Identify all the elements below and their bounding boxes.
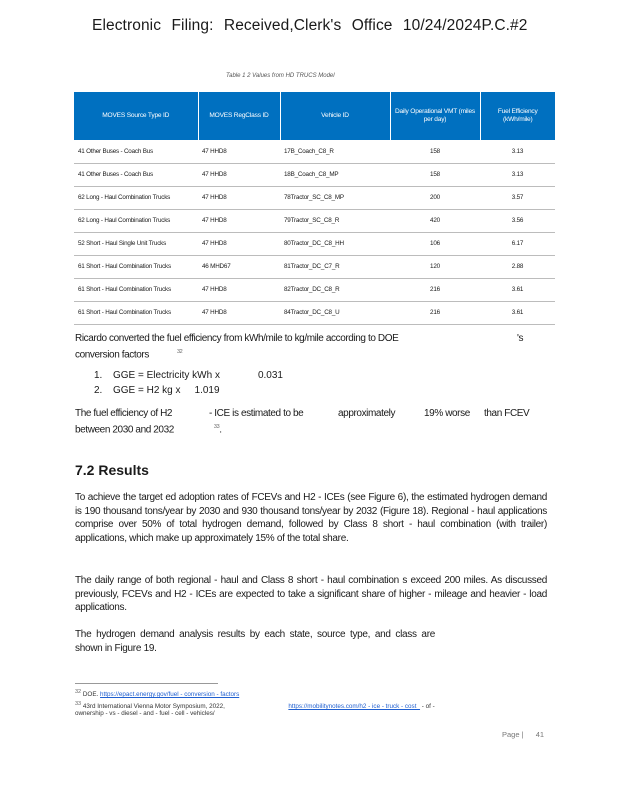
cell-source-type: 62 Long - Haul Combination Trucks (74, 209, 198, 232)
cell-regclass: 46 MHD67 (198, 255, 280, 278)
col-header-source-type: MOVES Source Type ID (74, 92, 198, 140)
footnote-link[interactable]: https://mobilitynotes.com/h2 - ice - truck - cost_ (288, 703, 420, 711)
footnote-tail: - of - (421, 703, 435, 711)
cell-daily-vmt: 216 (390, 278, 480, 301)
cell-source-type: 61 Short - Haul Combination Trucks (74, 255, 198, 278)
page-label: Page | (502, 730, 524, 739)
cell-vehicle-id: 78Tractor_SC_C8_MP (280, 186, 390, 209)
results-paragraph-2: The daily range of both regional - haul and Class 8 short - haul combination s exceed 200 miles. As discussed previously, FCEVs and H2 - ICEs are expected to take a significant share of higher - mileage and heavier - load applications. (75, 575, 547, 613)
footnote-label: 43rd International Vienna Motor Symposium, 2022, (82, 703, 225, 711)
cell-fuel-efficiency: 3.61 (480, 278, 555, 301)
cell-source-type: 61 Short - Haul Combination Trucks (74, 301, 198, 324)
values-table (74, 92, 555, 325)
table-row (74, 186, 555, 209)
footnote-number: 33 (75, 701, 82, 707)
list-text: GGE = H2 kg x (113, 385, 181, 396)
efficiency-line-2 (75, 421, 222, 436)
cell-daily-vmt: 158 (390, 163, 480, 186)
list-number: 2. (94, 385, 103, 396)
cell-regclass: 47 HHD8 (198, 163, 280, 186)
cell-fuel-efficiency: 3.61 (480, 301, 555, 324)
cell-vehicle-id: 82Tractor_DC_C8_R (280, 278, 390, 301)
footnote-divider (75, 683, 218, 684)
cell-regclass: 47 HHD8 (198, 301, 280, 324)
efficiency-text-e: than FCEV (484, 408, 530, 419)
conversion-text: Ricardo converted the fuel efficiency from kWh/mile to kg/mile according to DOE (75, 333, 399, 344)
cell-fuel-efficiency: 6.17 (480, 232, 555, 255)
cell-source-type: 52 Short - Haul Single Unit Trucks (74, 232, 198, 255)
conversion-apostrophe: 's (517, 333, 524, 344)
cell-daily-vmt: 420 (390, 209, 480, 232)
list-value: 0.031 (257, 370, 283, 381)
cell-fuel-efficiency: 2.88 (480, 255, 555, 278)
cell-vehicle-id: 84Tractor_DC_C8_U (280, 301, 390, 324)
efficiency-line-1 (75, 407, 172, 420)
cell-daily-vmt: 158 (390, 140, 480, 163)
col-header-daily-vmt: Daily Operational VMT (miles per day) (390, 92, 480, 140)
efficiency-years: between 2030 and 2032 (75, 424, 174, 436)
footnote-32 (75, 688, 239, 699)
conversion-factors-text: conversion factors (75, 349, 149, 361)
cell-fuel-efficiency: 3.13 (480, 140, 555, 163)
cell-fuel-efficiency: 3.13 (480, 163, 555, 186)
page-number (502, 730, 544, 739)
cell-daily-vmt: 106 (390, 232, 480, 255)
cell-vehicle-id: 80Tractor_DC_C8_HH (280, 232, 390, 255)
list-value: 1.019 (194, 385, 220, 396)
conversion-line-1 (75, 332, 398, 345)
filing-header: Electronic Filing: Received,Clerk's Office 10/24/2024P.C.#2 (92, 17, 528, 34)
cell-regclass: 47 HHD8 (198, 232, 280, 255)
table-row (74, 232, 555, 255)
cell-source-type: 41 Other Buses - Coach Bus (74, 163, 198, 186)
cell-regclass: 47 HHD8 (198, 209, 280, 232)
footnote-link[interactable]: https://epact.energy.gov/fuel - conversion - factors (100, 691, 240, 699)
cell-daily-vmt: 120 (390, 255, 480, 278)
footnote-number: 32 (75, 689, 82, 695)
list-number: 1. (94, 370, 103, 381)
cell-vehicle-id: 81Tractor_DC_C7_R (280, 255, 390, 278)
col-header-fuel-efficiency: Fuel Efficiency (kWh/mile) (480, 92, 555, 140)
table-row (74, 278, 555, 301)
cell-source-type: 61 Short - Haul Combination Trucks (74, 278, 198, 301)
results-paragraph-1: To achieve the target ed adoption rates of FCEVs and H2 - ICEs (see Figure 6), the estimated hydrogen demand is 190 thousand tons/year by 2030 and 930 thousand tons/year by 2032 (Figure 18). Regional - haul applications comprise over 50% of total hydrogen demand, followed by Class 8 short - haul combination (with trailer) applications, which make up approximately 15% of the total share. (75, 492, 547, 544)
footnote-ref-33: 33 (213, 424, 220, 430)
cell-regclass: 47 HHD8 (198, 278, 280, 301)
results-paragraph-3: The hydrogen demand analysis results by each state, source type, and class are shown in Figure 19. (75, 629, 435, 654)
section-heading: 7.2 Results (75, 462, 149, 478)
cell-vehicle-id: 17B_Coach_C8_R (280, 140, 390, 163)
cell-vehicle-id: 18B_Coach_C8_MP (280, 163, 390, 186)
cell-daily-vmt: 216 (390, 301, 480, 324)
table-row (74, 140, 555, 163)
efficiency-text-d: 19% worse (424, 408, 470, 419)
efficiency-text-a: The fuel efficiency of H2 (75, 408, 173, 419)
cell-vehicle-id: 79Tractor_SC_C8_R (280, 209, 390, 232)
table-row (74, 163, 555, 186)
table-caption: Table 1 2 Values from HD TRUCS Model (226, 73, 335, 79)
footnote-label: DOE. (82, 691, 99, 699)
cell-fuel-efficiency: 3.56 (480, 209, 555, 232)
col-header-regclass: MOVES RegClass ID (198, 92, 280, 140)
list-text: GGE = Electricity kWh x (113, 370, 220, 381)
table-row (74, 301, 555, 324)
conversion-line-2 (75, 346, 182, 361)
table-header-row (74, 92, 555, 140)
table-row (74, 255, 555, 278)
cell-fuel-efficiency: 3.57 (480, 186, 555, 209)
table-row (74, 209, 555, 232)
col-header-vehicle-id: Vehicle ID (280, 92, 390, 140)
cell-regclass: 47 HHD8 (198, 186, 280, 209)
efficiency-text-c: approximately (338, 408, 396, 419)
efficiency-end: . (219, 424, 222, 436)
cell-source-type: 41 Other Buses - Coach Bus (74, 140, 198, 163)
page-number-value: 41 (535, 730, 545, 739)
footnote-33-continued: ownership - vs - diesel - and - fuel - cell - vehicles/ (75, 710, 215, 717)
cell-daily-vmt: 200 (390, 186, 480, 209)
list-item (94, 369, 283, 383)
footnote-ref-32: 32 (176, 349, 183, 355)
list-item (94, 384, 220, 398)
efficiency-text-b: - ICE is estimated to be (209, 408, 304, 419)
cell-source-type: 62 Long - Haul Combination Trucks (74, 186, 198, 209)
cell-regclass: 47 HHD8 (198, 140, 280, 163)
